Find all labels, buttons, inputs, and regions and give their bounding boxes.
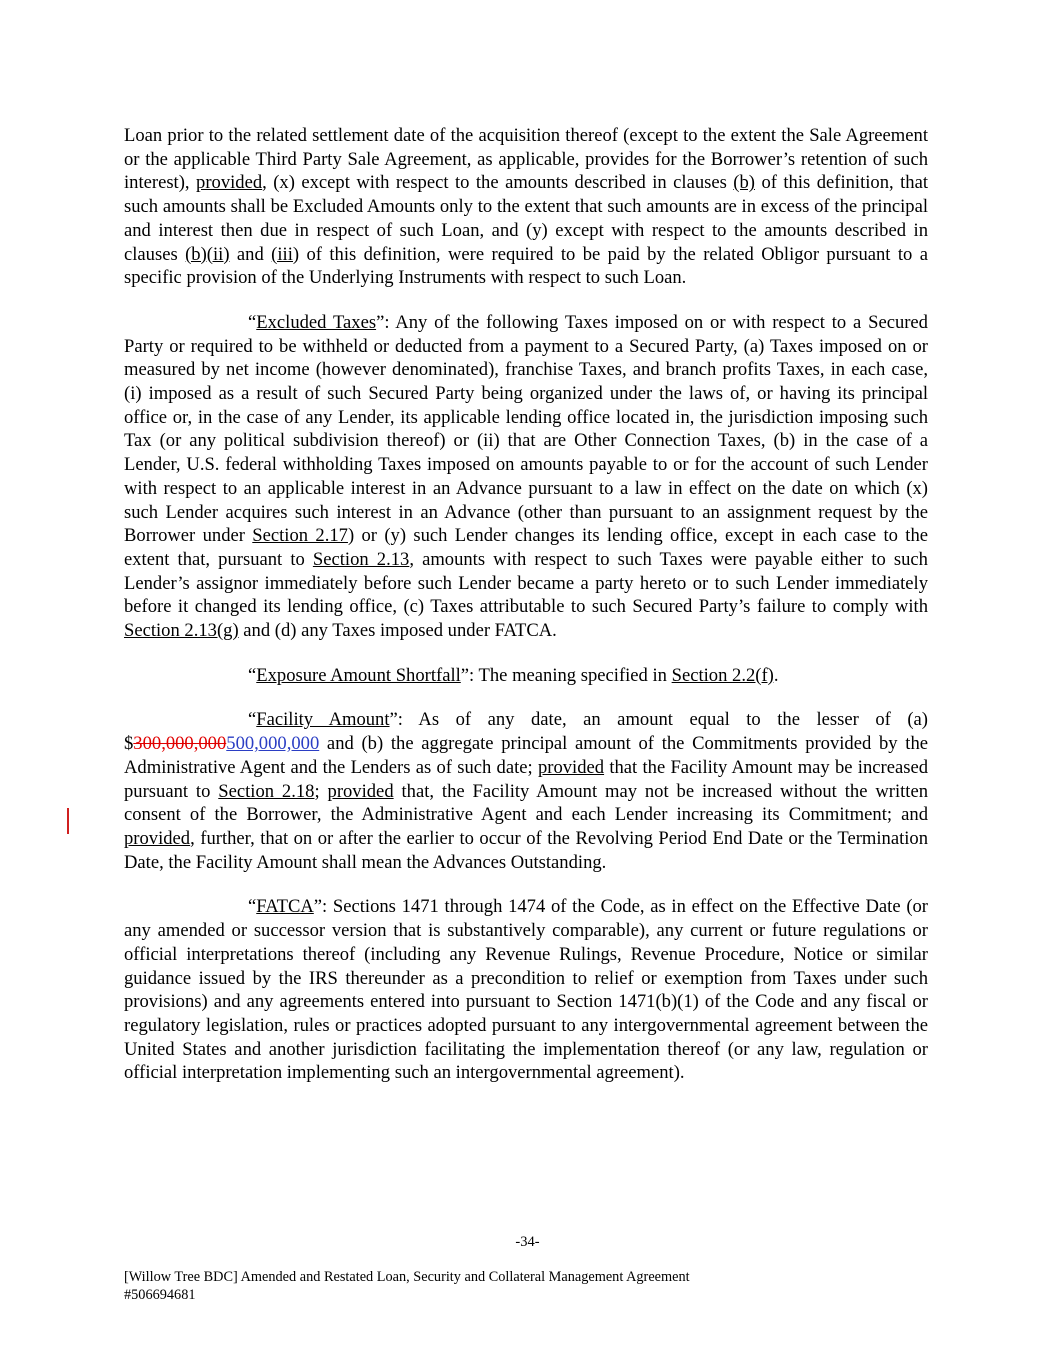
clause-reference: (b) (733, 172, 755, 194)
defined-term: Exposure Amount Shortfall (256, 664, 461, 686)
section-reference: Section 2.2(f) (671, 664, 774, 686)
definition-excluded-taxes (124, 311, 928, 643)
section-reference: Section 2.17 (252, 525, 348, 547)
text-run: ; (314, 780, 328, 802)
text-run: ) or (y) such Lender changes its lending office, except in each case to the extent that, pursuant to (124, 525, 928, 570)
inserted-amount-redline: 500,000,000 (226, 733, 320, 755)
deleted-amount-redline: 300,000,000 (133, 733, 227, 755)
defined-term: Facility Amount (256, 709, 390, 731)
revision-change-bar (67, 808, 69, 834)
defined-term: Excluded Taxes (256, 311, 377, 333)
section-reference: Section 2.13 (312, 548, 410, 570)
text-run: of this definition, that such amounts shall be Excluded Amounts only to the extent that such amounts are in excess of the principal and interest then due in respect of such Loan, and (y) except with respect to the amounts described in clauses (124, 172, 928, 265)
clause-reference: (iii) (271, 243, 300, 265)
defined-term-provided: provided (124, 827, 191, 849)
section-reference: Section 2.18 (218, 780, 315, 802)
definition-exposure-amount-shortfall (124, 664, 928, 688)
footer-document-number: #506694681 (124, 1287, 196, 1303)
text-run: ”: As of any date, an amount equal to the lesser of (a) $ (124, 709, 928, 755)
open-quote: “ (248, 709, 257, 731)
clause-reference: (b)(ii) (185, 243, 230, 265)
text-run: that, the Facility Amount may not be increased without the written consent of the Borrower, the Administrative Agent and each Lender increasing its Commitment; and (124, 780, 928, 826)
open-quote: “ (248, 896, 257, 918)
text-run: and (229, 243, 272, 265)
text-run: and (d) any Taxes imposed under FATCA. (238, 620, 557, 642)
text-run: , amounts with respect to such Taxes were payable either to such Lender’s assignor immediately before such Lender became a party hereto or to such Lender immediately before it changed its lending office, (c) Taxes attributable to such Secured Party’s failure to comply with (124, 548, 928, 618)
section-reference: Section 2.13(g) (124, 620, 239, 642)
page-number: -34- (515, 1234, 540, 1250)
open-quote: “ (248, 311, 257, 333)
paragraph-excluded-amounts-continuation (124, 124, 928, 290)
text-run: ”: The meaning specified in (460, 664, 672, 686)
definition-facility-amount (124, 708, 928, 874)
document-footer (124, 1268, 924, 1304)
text-run: , further, that on or after the earlier to occur of the Revolving Period End Date or the Termination Date, the Facility Amount shall mean the Advances Outstanding. (124, 827, 928, 873)
text-run: ”: Any of the following Taxes imposed on or with respect to a Secured Party or required to be withheld or deducted from a payment to a Secured Party, (a) Taxes imposed on or measured by net income (however denominated), franchise Taxes, and branch profits Taxes, in each case, (i) imposed as a result of such Secured Party being organized under the laws of, or having its principal office or, in the case of any Lender, its applicable lending office located in, the jurisdiction imposing such Tax (or any political subdivision thereof) or (ii) that are Other Connection Taxes, (b) in the case of a Lender, U.S. federal withholding Taxes imposed on amounts payable to or for the account of such Lender with respect to an applicable interest in an Advance pursuant to a law in effect on the date on which (x) such Lender acquires such interest in an Advance (other than pursuant to an assignment request by the Borrower under (124, 311, 928, 547)
footer-document-title: [Willow Tree BDC] Amended and Restated Loan, Security and Collateral Management Agreement (124, 1269, 690, 1285)
defined-term: FATCA (256, 896, 314, 918)
text-run: of this definition, were required to be paid by the related Obligor pursuant to a specific provision of the Underlying Instruments with respect to such Loan. (124, 243, 928, 289)
defined-term-provided: provided (327, 780, 394, 802)
text-run: that the Facility Amount may be increased pursuant to (124, 756, 928, 802)
text-run: Loan prior to the related settlement date of the acquisition thereof (except to the extent the Sale Agreement or the applicable Third Party Sale Agreement, as applicable, provides for the Borrower’s retention of such interest), (124, 125, 928, 194)
defined-term-provided: provided (537, 756, 605, 778)
open-quote: “ (248, 664, 257, 686)
definition-fatca (124, 895, 928, 1085)
defined-term-provided: provided (196, 172, 263, 194)
document-body (124, 124, 928, 1106)
text-run: and (b) the aggregate principal amount of the Commitments provided by the Administrative Agent and the Lenders as of such date; (124, 733, 928, 778)
text-run: . (773, 664, 779, 686)
text-run: ”: Sections 1471 through 1474 of the Code, as in effect on the Effective Date (or any amended or successor version that is substantively comparable), any current or future regulations or official interpretations thereof (including any Revenue Rulings, Revenue Procedure, Notice or similar guidance issued by the IRS thereunder as a precondition to relief or exemption from Taxes under such provisions) and any agreements entered into pursuant to Section 1471(b)(1) of the Code and any fiscal or regulatory legislation, rules or practices adopted pursuant to any intergovernmental agreement between the United States and another jurisdiction facilitating the implementation thereof (or any law, regulation or official interpretation implementing such an intergovernmental agreement). (124, 896, 928, 1084)
text-run: , (x) except with respect to the amounts described in clauses (262, 172, 734, 194)
